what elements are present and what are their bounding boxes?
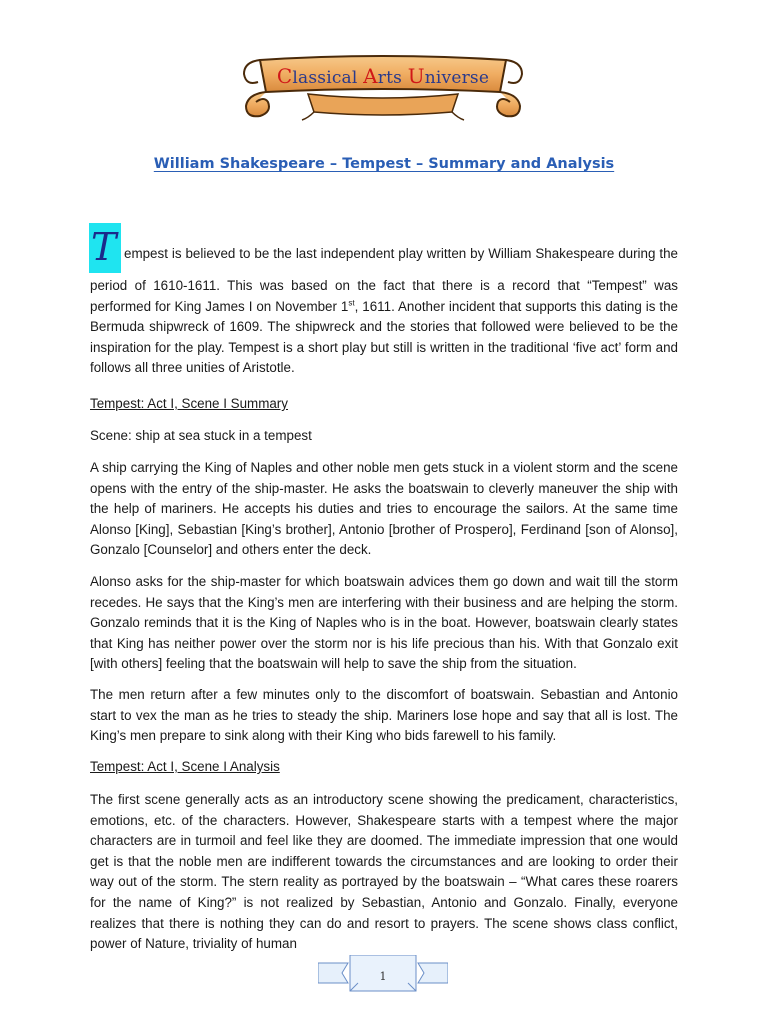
scroll-banner-icon	[238, 52, 528, 124]
ordinal-suffix: st	[348, 298, 355, 308]
section-heading-summary: Tempest: Act I, Scene I Summary	[90, 396, 288, 411]
logo-word: niverse	[424, 68, 490, 88]
logo-letter: U	[407, 64, 425, 88]
drop-cap	[89, 223, 121, 273]
intro-paragraph	[90, 276, 678, 379]
logo-letter: C	[276, 64, 293, 88]
logo-word: lassical	[292, 68, 364, 88]
summary-paragraph-2: Alonso asks for the ship-master for which boatswain advices them go down and wait till the storm recedes. He says that the King’s men are interfering with their business and are helping the storm. Gonzalo reminds that it is the King of Naples who is in the boat. However, boatswain clearly states that King has neither power over the storm nor is his life precious than his. With that Gonzalo exit [with others] feeling that the boatswain will help to save the ship from the situation.	[90, 574, 678, 672]
logo-letter: A	[363, 64, 378, 88]
intro-text-b: , 1611. Another incident that supports this dating is the Bermuda shipwreck of 1609. The shipwreck and the stories that followed were believed to be the inspiration for the play. Tempest is a short play but still is written in the traditional ‘five act’ form and follows all three unities of Aristotle.	[90, 298, 678, 376]
section-heading-analysis: Tempest: Act I, Scene I Analysis	[90, 759, 280, 774]
summary-paragraph-3: The men return after a few minutes only to the discomfort of boatswain. Sebastian and Antonio start to vex the man as he tries to steady the ship. Mariners lose hope and say that all is lost. The King’s men prepare to sink along with their King who bids farewell to his family.	[90, 687, 678, 744]
logo-text	[238, 64, 528, 88]
analysis-paragraph: The first scene generally acts as an introductory scene showing the predicament, characteristics, emotions, etc. of the characters. However, Shakespeare starts with a tempest where the major characters are in turmoil and feel like they are doomed. The immediate impression that one would get is that the noble men are indifferent towards the circumstances and are looking to order their way out of the storm. The stern reality as portrayed by the boatswain – “What cares these roarers for the name of King?” is not realized by Sebastian, Antonio and Gonzalo. Finally, everyone realizes that there is nothing they can do and resort to prayers. The scene shows class conflict, power of Nature, triviality of human	[90, 792, 678, 952]
site-logo	[238, 52, 528, 124]
page-number: 1	[379, 970, 387, 983]
logo-word: rts	[377, 68, 408, 88]
intro-text-a: period of 1610-1611. This was based on the fact that there is a record that “Tempest” was performed for King James I on November 1	[90, 278, 678, 314]
summary-paragraph-1: A ship carrying the King of Naples and other noble men gets stuck in a violent storm and the scene opens with the entry of the ship-master. He asks the boatswain to cleverly maneuver the ship with the help of mariners. He accepts his duties and tries to encourage the sailors. At the same time Alonso [King], Sebastian [King’s brother], Antonio [brother of Prospero], Ferdinand [son of Alonso], Gonzalo [Counselor] and others enter the deck.	[90, 460, 678, 558]
scene-line: Scene: ship at sea stuck in a tempest	[90, 428, 312, 443]
document-title: William Shakespeare – Tempest – Summary and Analysis	[153, 156, 615, 172]
intro-first-line: empest is believed to be the last independent play written by William Shakespeare during the	[124, 246, 678, 261]
drop-cap-letter: T	[91, 225, 117, 269]
